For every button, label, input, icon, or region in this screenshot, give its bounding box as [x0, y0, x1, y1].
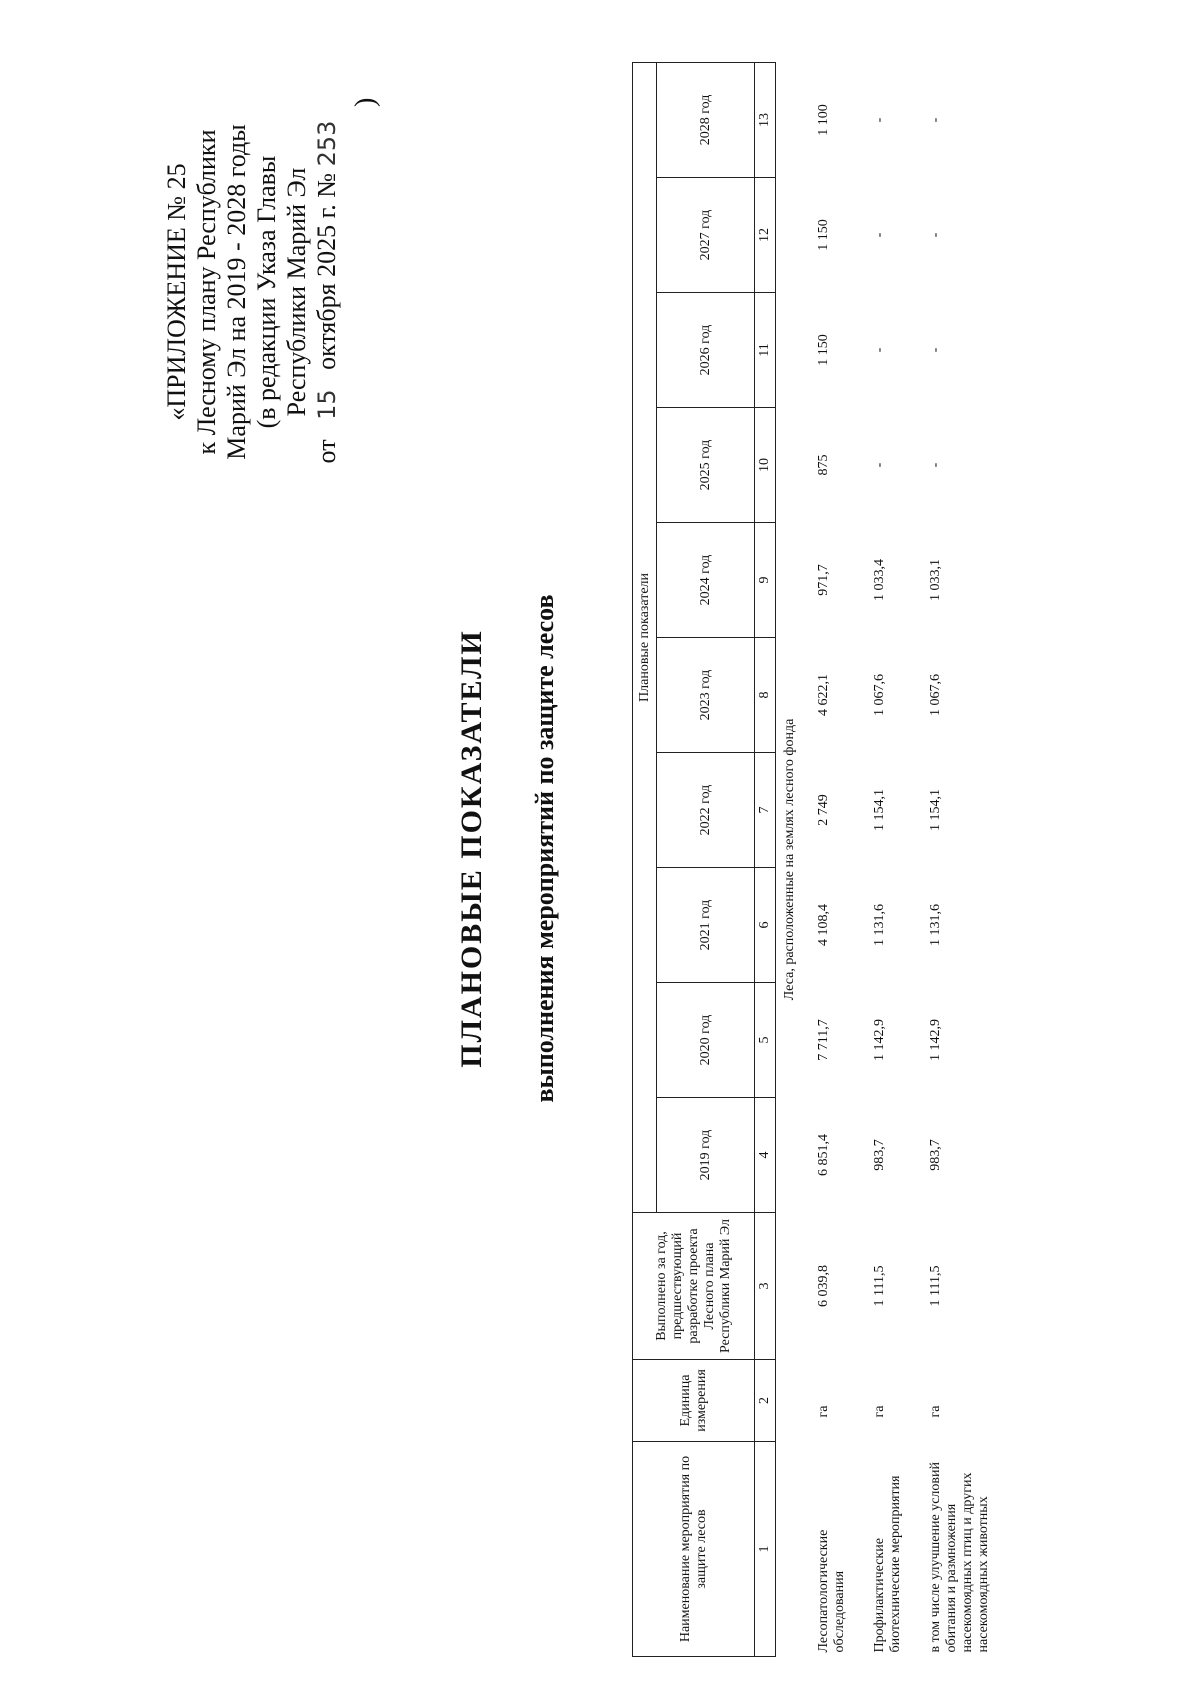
- row-value: -: [872, 347, 887, 353]
- column-number: 3: [755, 1213, 776, 1360]
- table-row: [858, 62, 914, 1656]
- row-done: 1 111,5: [928, 1265, 943, 1307]
- row-unit: га: [928, 1405, 943, 1418]
- column-number: 4: [755, 1098, 776, 1213]
- closing-parenthesis: ): [350, 97, 381, 107]
- order-number: 253: [313, 120, 341, 167]
- col-header-year: 2027 год: [657, 178, 755, 293]
- column-number: 13: [755, 62, 776, 177]
- column-number: 7: [755, 753, 776, 868]
- col-header-year: 2020 год: [657, 983, 755, 1098]
- row-value: 1 150: [816, 219, 831, 251]
- row-value: -: [928, 117, 943, 123]
- forest-protection-table: [632, 62, 1002, 1657]
- header-date-line: [312, 72, 342, 512]
- col-header-year: 2023 год: [657, 638, 755, 753]
- row-value: -: [928, 232, 943, 238]
- appendix-header: [162, 72, 342, 512]
- row-name: Лесопатологические обследования: [816, 1529, 847, 1653]
- date-prefix: от: [312, 439, 341, 464]
- row-value: 875: [816, 454, 831, 476]
- row-value: 1 033,1: [928, 559, 943, 601]
- col-header-year: 2026 год: [657, 293, 755, 408]
- row-value: 1 150: [816, 334, 831, 366]
- row-value: -: [872, 117, 887, 123]
- row-value: 2 749: [816, 794, 831, 826]
- row-value: -: [928, 462, 943, 468]
- row-value: 1 154,1: [872, 789, 887, 831]
- row-value: 1 067,6: [928, 674, 943, 716]
- row-value: 1 142,9: [872, 1019, 887, 1061]
- row-value: 1 100: [816, 104, 831, 136]
- table-row: [802, 62, 858, 1656]
- row-value: -: [872, 462, 887, 468]
- col-header-year: 2022 год: [657, 753, 755, 868]
- col-header-plan-group: Плановые показатели: [633, 62, 657, 1212]
- col-header-done: Выполнено за год, предшествующий разработке проекта Лесного плана Республики Марий Эл: [633, 1213, 755, 1360]
- row-done: 6 039,8: [816, 1265, 831, 1307]
- header-line-4: (в редакции Указа Главы: [252, 155, 281, 429]
- date-day: 15: [313, 389, 341, 420]
- column-number: 12: [755, 178, 776, 293]
- section-title: Леса, расположенные на землях лесного фонда: [782, 718, 797, 1001]
- column-number-row: [755, 62, 776, 1656]
- row-value: 983,7: [872, 1139, 887, 1171]
- header-line-5: Республики Марий Эл: [282, 167, 311, 417]
- col-header-name: Наименование мероприятия по защите лесов: [633, 1442, 755, 1657]
- row-value: 971,7: [816, 564, 831, 596]
- row-value: -: [928, 347, 943, 353]
- document-subtitle: выполнения мероприятий по защите лесов: [530, 594, 559, 1103]
- row-done: 1 111,5: [872, 1265, 887, 1307]
- document-title: ПЛАНОВЫЕ ПОКАЗАТЕЛИ: [455, 629, 488, 1068]
- table-row: [914, 62, 1002, 1656]
- row-value: 4 108,4: [816, 904, 831, 946]
- col-header-year: 2025 год: [657, 408, 755, 523]
- row-value: 1 131,6: [928, 904, 943, 946]
- row-value: 1 033,4: [872, 559, 887, 601]
- row-value: -: [872, 232, 887, 238]
- column-number: 9: [755, 523, 776, 638]
- row-unit: га: [816, 1405, 831, 1418]
- date-text: октября 2025 г. №: [312, 172, 341, 370]
- row-name: Профилактические биотехнические мероприятия: [872, 1475, 903, 1653]
- col-header-year: 2021 год: [657, 868, 755, 983]
- header-line-2: к Лесному плану Республики: [192, 129, 221, 455]
- row-value: 4 622,1: [816, 674, 831, 716]
- column-number: 5: [755, 983, 776, 1098]
- column-number: 8: [755, 638, 776, 753]
- col-header-unit: Единица измерения: [633, 1360, 755, 1442]
- column-number: 1: [755, 1442, 776, 1657]
- column-number: 11: [755, 293, 776, 408]
- header-line-1: «ПРИЛОЖЕНИЕ № 25: [162, 163, 191, 421]
- row-unit: га: [872, 1405, 887, 1418]
- row-value: 7 711,7: [816, 1019, 831, 1061]
- row-value: 1 154,1: [928, 789, 943, 831]
- row-value: 1 142,9: [928, 1019, 943, 1061]
- row-value: 1 131,6: [872, 904, 887, 946]
- row-value: 1 067,6: [872, 674, 887, 716]
- column-number: 10: [755, 408, 776, 523]
- row-value: 6 851,4: [816, 1134, 831, 1176]
- row-name: в том числе улучшение условий обитания и размножения насекомоядных птиц и других насекомоядных животных: [928, 1462, 991, 1653]
- column-number: 6: [755, 868, 776, 983]
- section-row: [776, 62, 803, 1656]
- row-value: 983,7: [928, 1139, 943, 1171]
- col-header-year: 2024 год: [657, 523, 755, 638]
- column-number: 2: [755, 1360, 776, 1442]
- col-header-year: 2019 год: [657, 1098, 755, 1213]
- header-line-3: Марий Эл на 2019 - 2028 годы: [222, 124, 251, 460]
- col-header-year: 2028 год: [657, 62, 755, 177]
